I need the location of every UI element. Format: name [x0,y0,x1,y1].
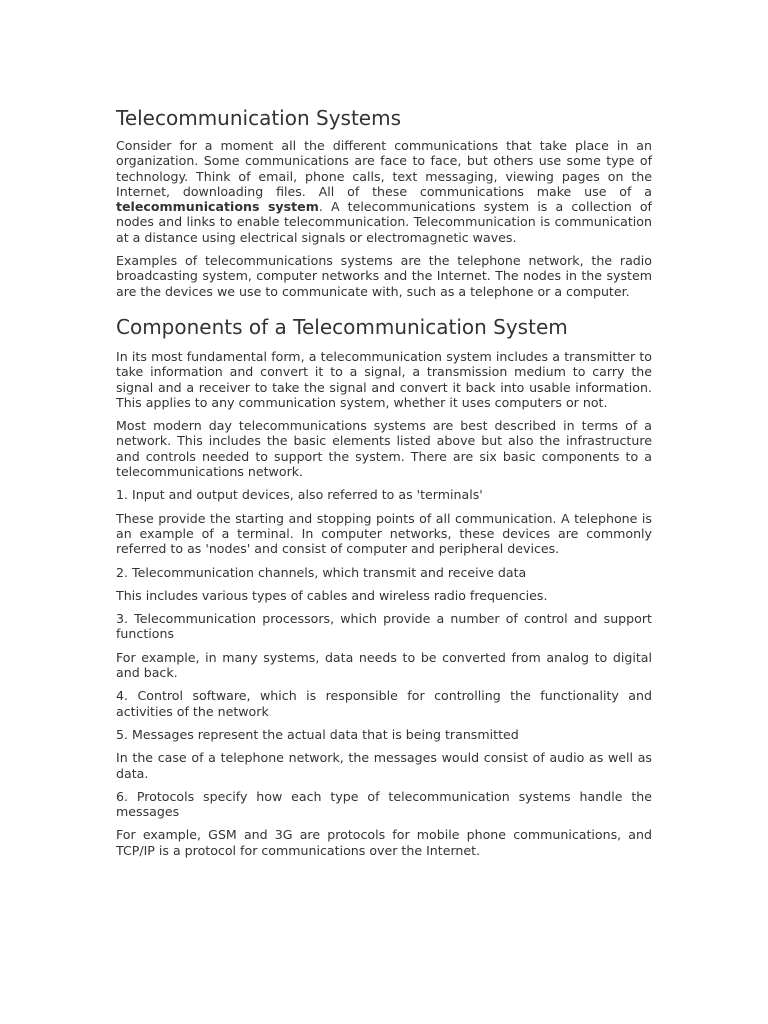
intro-paragraph [116,138,652,245]
section-title-telecommunication-systems: Telecommunication Systems [116,106,402,130]
component-2-description: This includes various types of cables and wireless radio frequencies. [116,587,548,603]
component-5-heading: 5. Messages represent the actual data that is being transmitted [116,726,519,742]
component-6-heading: 6. Protocols specify how each type of telecommunication systems handle the messages [116,788,652,820]
component-5-description: In the case of a telephone network, the messages would consist of audio as well as data. [116,750,652,781]
component-3-description: For example, in many systems, data needs to be converted from analog to digital and back. [116,649,652,681]
component-3-heading: 3. Telecommunication processors, which provide a number of control and support functions [116,611,652,642]
examples-paragraph: Examples of telecommunications systems are the telephone network, the radio broadcasting system, computer networks and the Internet. The nodes in the system are the devices we use to communicate with, such as a telephone or a computer. [116,253,652,299]
section-title-components: Components of a Telecommunication System [116,314,568,339]
component-6-description: For example, GSM and 3G are protocols for mobile phone communications, and TCP/IP is a protocol for communications over the Internet. [116,827,652,858]
modern-systems-paragraph: Most modern day telecommunications systems are best described in terms of a network. This includes the basic elements listed above but also the infrastructure and controls needed to support the system. There are six basic components to a telecommunications network. [116,418,652,480]
intro-text-end: . A telecommunications system is a collection of nodes and links to enable telecommunication. Telecommunication is communication at a distance using electrical signals or electromagnetic waves. [116,199,652,245]
bold-term: telecommunications system [116,199,319,215]
component-1-heading: 1. Input and output devices, also referred to as 'terminals' [116,487,483,503]
document-page [116,104,652,866]
intro-text-start: Consider for a moment all the different communications that take place in an organization. Some communications are face to face, but others use some type of technology. Think of email, phone calls, text messaging, viewing pages on the Internet, downloading files. All of these communications make use of a [116,138,652,199]
component-2-heading: 2. Telecommunication channels, which transmit and receive data [116,564,527,580]
fundamental-form-paragraph: In its most fundamental form, a telecommunication system includes a transmitter to take information and convert it to a signal, a transmission medium to carry the signal and a receiver to take the signal and convert it back into usable information. This applies to any communication system, whether it uses computers or not. [116,348,652,410]
component-1-description: These provide the starting and stopping points of all communication. A telephone is an example of a terminal. In computer networks, these devices are commonly referred to as 'nodes' and consist of computer and peripheral devices. [116,510,652,557]
component-4-heading: 4. Control software, which is responsible for controlling the functionality and activities of the network [116,688,652,719]
